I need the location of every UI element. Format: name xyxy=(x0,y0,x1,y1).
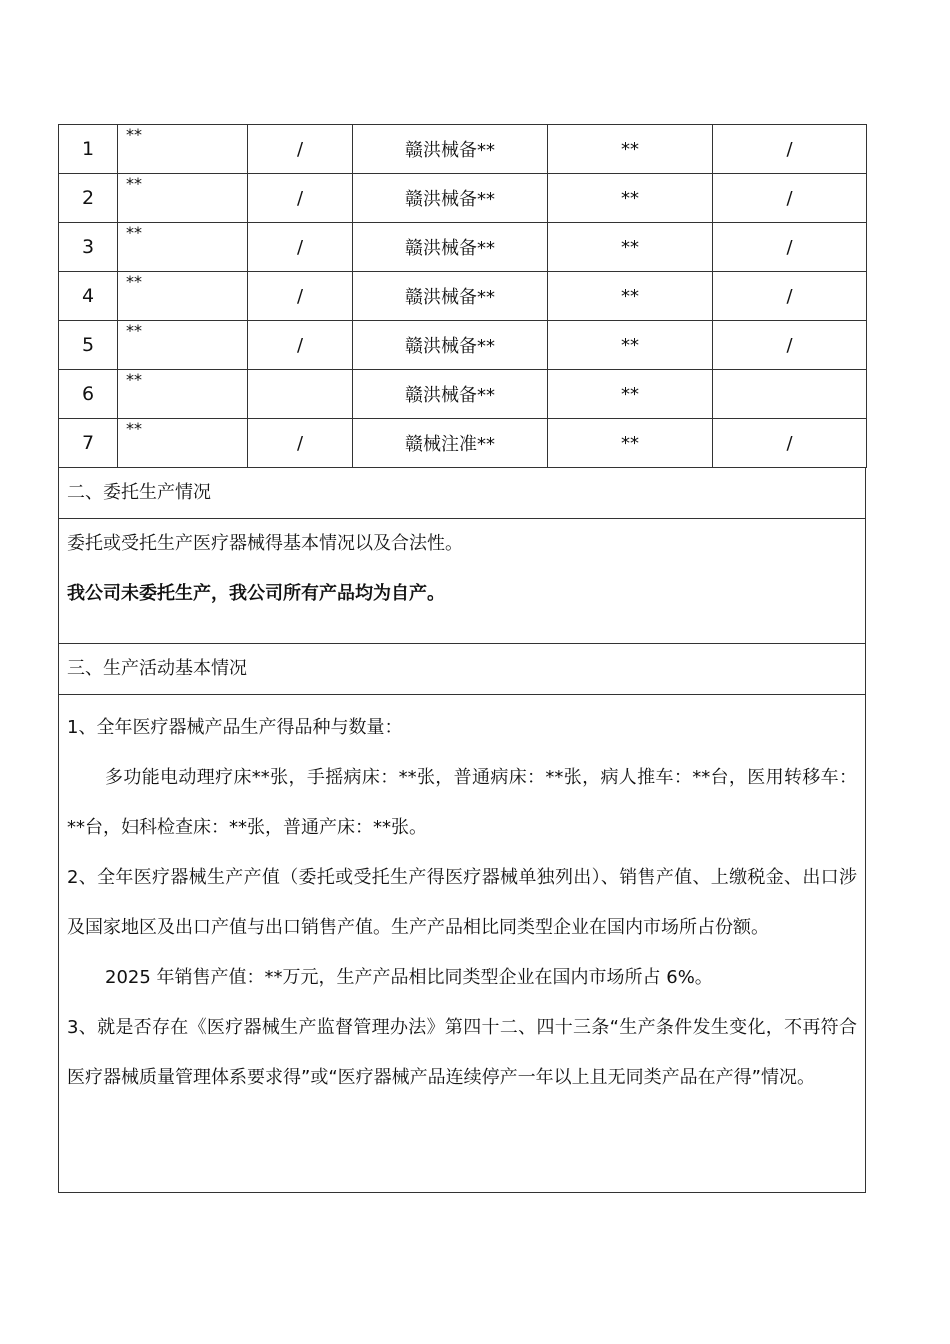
row-cell: / xyxy=(713,272,867,321)
row-cell: / xyxy=(248,223,353,272)
row-cell xyxy=(713,370,867,419)
registration-number: 赣洪械备** xyxy=(353,125,548,174)
row-cell: / xyxy=(248,321,353,370)
registration-number: 赣洪械备** xyxy=(353,321,548,370)
product-name: ** xyxy=(118,125,248,174)
row-number: 7 xyxy=(59,419,118,468)
quantity-cell: ** xyxy=(548,125,713,174)
product-name: ** xyxy=(118,419,248,468)
quantity-cell: ** xyxy=(548,419,713,468)
product-name: ** xyxy=(118,174,248,223)
row-cell: / xyxy=(248,174,353,223)
table-row xyxy=(59,419,867,468)
section-3-heading: 三、生产活动基本情况 xyxy=(58,644,866,695)
table-row xyxy=(59,174,867,223)
section-3-body xyxy=(58,695,866,1193)
table-row xyxy=(59,370,867,419)
section-2-question: 委托或受托生产医疗器械得基本情况以及合法性。 xyxy=(67,533,463,554)
row-cell: / xyxy=(713,321,867,370)
product-name: ** xyxy=(118,223,248,272)
row-cell: / xyxy=(248,125,353,174)
item-2-title: 2、全年医疗器械生产产值（委托或受托生产得医疗器械单独列出）、销售产值、上缴税金、出口涉及国家地区及出口产值与出口销售产值。生产产品相比同类型企业在国内市场所占份额。 xyxy=(67,867,857,938)
quantity-cell: ** xyxy=(548,223,713,272)
row-number: 2 xyxy=(59,174,118,223)
item-3-title: 3、就是否存在《医疗器械生产监督管理办法》第四十二、四十三条“生产条件发生变化，不再符合医疗器械质量管理体系要求得”或“医疗器械产品连续停产一年以上且无同类产品在产得”情况。 xyxy=(67,1017,857,1088)
table-row xyxy=(59,272,867,321)
row-cell xyxy=(248,370,353,419)
item-1-title: 1、全年医疗器械产品生产得品种与数量： xyxy=(67,717,403,738)
row-number: 5 xyxy=(59,321,118,370)
quantity-cell: ** xyxy=(548,321,713,370)
row-number: 6 xyxy=(59,370,118,419)
product-table xyxy=(58,124,867,468)
row-cell: / xyxy=(713,174,867,223)
product-name: ** xyxy=(118,370,248,419)
row-number: 3 xyxy=(59,223,118,272)
row-cell: / xyxy=(248,419,353,468)
registration-number: 赣洪械备** xyxy=(353,223,548,272)
section-2-heading: 二、委托生产情况 xyxy=(58,468,866,519)
registration-number: 赣洪械备** xyxy=(353,272,548,321)
row-cell: / xyxy=(248,272,353,321)
product-name: ** xyxy=(118,321,248,370)
table-row xyxy=(59,223,867,272)
section-2-answer: 我公司未委托生产，我公司所有产品均为自产。 xyxy=(67,583,445,604)
document-page xyxy=(58,124,866,1193)
quantity-cell: ** xyxy=(548,174,713,223)
row-number: 1 xyxy=(59,125,118,174)
quantity-cell: ** xyxy=(548,272,713,321)
row-cell: / xyxy=(713,419,867,468)
registration-number: 赣洪械备** xyxy=(353,174,548,223)
row-cell: / xyxy=(713,125,867,174)
registration-number: 赣洪械备** xyxy=(353,370,548,419)
item-2-body: 2025 年销售产值：**万元，生产产品相比同类型企业在国内市场所占 6%。 xyxy=(105,967,713,988)
table-row xyxy=(59,321,867,370)
table-row xyxy=(59,125,867,174)
quantity-cell: ** xyxy=(548,370,713,419)
row-cell: / xyxy=(713,223,867,272)
section-2-body xyxy=(58,519,866,644)
product-name: ** xyxy=(118,272,248,321)
row-number: 4 xyxy=(59,272,118,321)
item-1-body: 多功能电动理疗床**张，手摇病床：**张，普通病床：**张，病人推车：**台，医用转移车：**台，妇科检查床：**张，普通产床：**张。 xyxy=(67,767,857,838)
registration-number: 赣械注准** xyxy=(353,419,548,468)
